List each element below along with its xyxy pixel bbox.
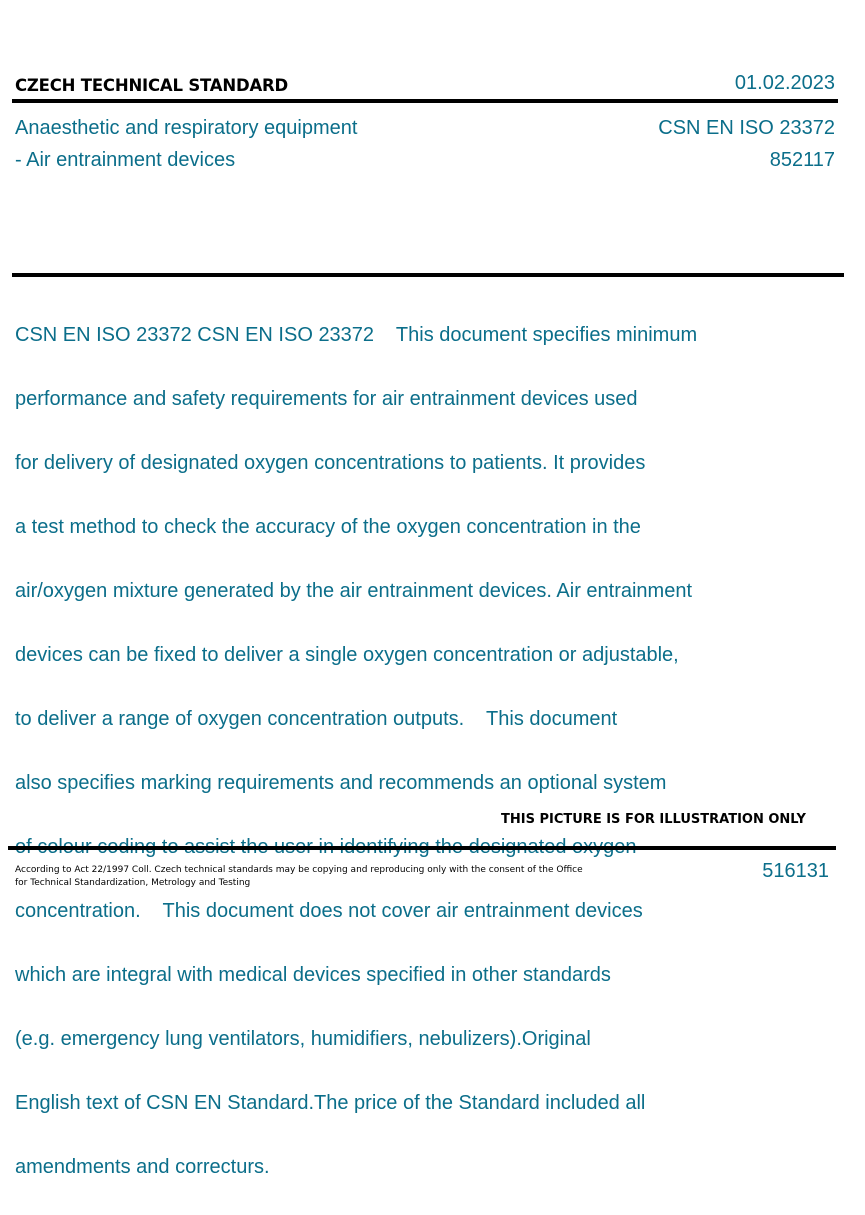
abstract-line: air/oxygen mixture generated by the air entrainment devices. Air entrainment	[15, 580, 693, 602]
legal-notice-line-2: for Technical Standardization, Metrology and Testing	[15, 878, 251, 888]
standard-designation: CSN EN ISO 23372	[658, 117, 835, 139]
standard-type-heading: CZECH TECHNICAL STANDARD	[15, 76, 289, 95]
abstract-line: concentration. This document does not cover air entrainment devices	[15, 900, 643, 922]
abstract-line: which are integral with medical devices specified in other standards	[15, 964, 611, 986]
abstract-line: (e.g. emergency lung ventilators, humidifiers, nebulizers).Original	[15, 1028, 591, 1050]
abstract-line: devices can be fixed to deliver a single oxygen concentration or adjustable,	[15, 644, 679, 666]
legal-notice-line-1: According to Act 22/1997 Coll. Czech technical standards may be copying and reproducing only with the consent of the Office	[15, 865, 583, 875]
top-divider	[12, 99, 838, 103]
abstract-line: amendments and correcturs.	[15, 1156, 270, 1178]
title-line-2: - Air entrainment devices	[15, 149, 236, 171]
abstract-line: performance and safety requirements for air entrainment devices used	[15, 388, 638, 410]
abstract-line: English text of CSN EN Standard.The price of the Standard included all	[15, 1092, 646, 1114]
middle-divider	[12, 273, 844, 277]
title-line-1: Anaesthetic and respiratory equipment	[15, 117, 358, 139]
abstract-line: a test method to check the accuracy of the oxygen concentration in the	[15, 516, 641, 538]
abstract-line: to deliver a range of oxygen concentration outputs. This document	[15, 708, 618, 730]
abstract-line: also specifies marking requirements and recommends an optional system	[15, 772, 667, 794]
publication-date: 01.02.2023	[734, 72, 835, 94]
abstract-text	[15, 287, 755, 1215]
abstract-line: CSN EN ISO 23372 CSN EN ISO 23372 This document specifies minimum	[15, 324, 698, 346]
bottom-divider	[8, 846, 836, 850]
illustration-note: THIS PICTURE IS FOR ILLUSTRATION ONLY	[501, 812, 806, 827]
abstract-line: for delivery of designated oxygen concentrations to patients. It provides	[15, 452, 646, 474]
legal-notice	[15, 864, 595, 890]
class-number: 852117	[769, 149, 835, 171]
document-number: 516131	[762, 860, 829, 882]
